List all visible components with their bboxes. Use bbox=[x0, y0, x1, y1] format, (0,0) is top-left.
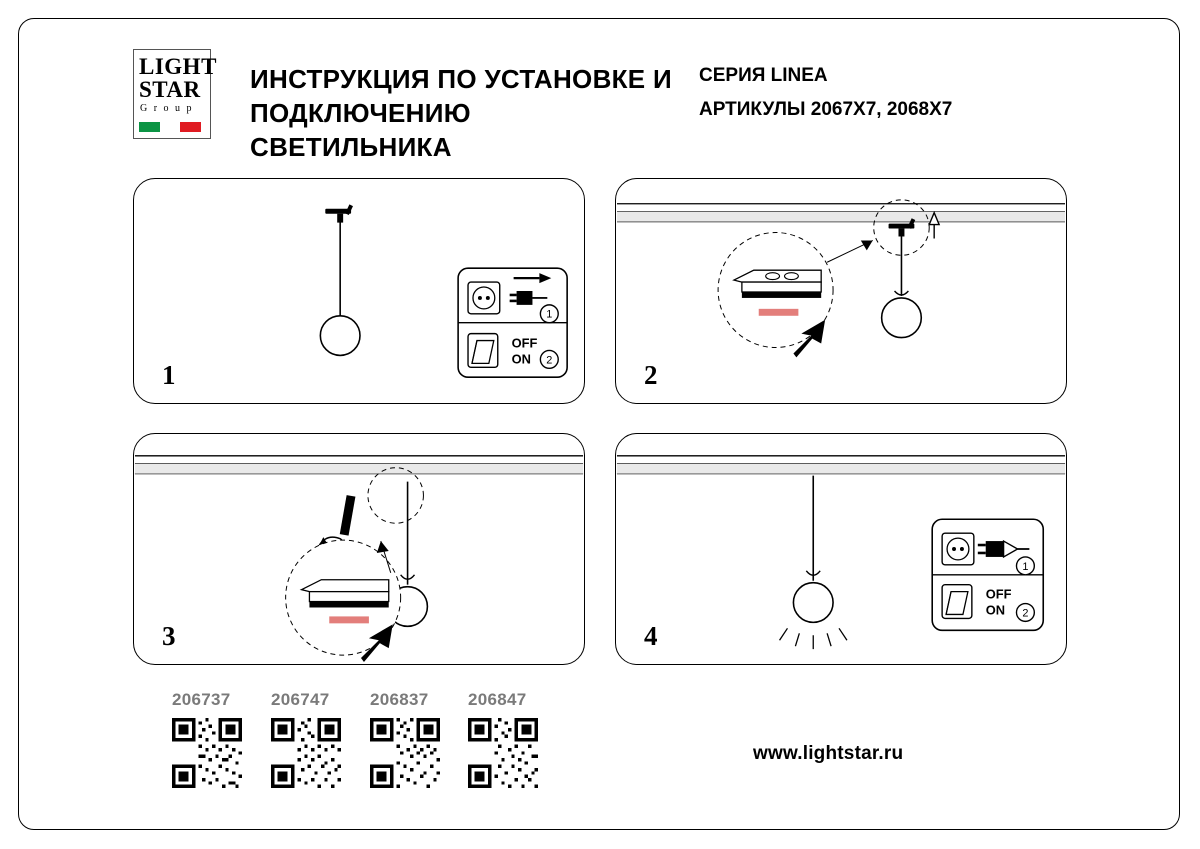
website-url[interactable]: www.lightstar.ru bbox=[753, 743, 904, 764]
product-code-item bbox=[370, 690, 462, 793]
articles-label: АРТИКУЛЫ 2067X7, 2068X7 bbox=[699, 99, 953, 120]
product-code-label: 206837 bbox=[370, 690, 429, 709]
svg-text:2: 2 bbox=[546, 354, 553, 367]
series-label: СЕРИЯ LINEA bbox=[699, 65, 828, 86]
step-1-illustration bbox=[134, 179, 584, 403]
product-code-item bbox=[172, 690, 264, 793]
step-number-3: 3 bbox=[162, 621, 176, 651]
svg-text:ON: ON bbox=[985, 602, 1006, 618]
svg-text:ON: ON bbox=[511, 351, 531, 367]
step-4-illustration bbox=[616, 434, 1066, 664]
brand-logo bbox=[133, 49, 217, 139]
logo-group-text: G r o u p bbox=[140, 103, 194, 114]
step-number-2: 2 bbox=[644, 360, 658, 390]
step-panel-3 bbox=[133, 433, 585, 665]
logo-line-1: LIGHT bbox=[139, 54, 217, 79]
logo-line-2: STAR bbox=[139, 77, 201, 102]
product-code-item bbox=[271, 690, 363, 793]
product-code-label: 206747 bbox=[271, 690, 330, 709]
product-codes bbox=[172, 690, 592, 810]
svg-text:1: 1 bbox=[1022, 560, 1029, 573]
svg-text:OFF: OFF bbox=[985, 586, 1012, 602]
step-panel-2 bbox=[615, 178, 1067, 404]
step-2-illustration bbox=[616, 179, 1066, 403]
step-number-4: 4 bbox=[644, 621, 658, 651]
svg-text:OFF: OFF bbox=[511, 335, 538, 351]
svg-text:2: 2 bbox=[1022, 607, 1029, 620]
italy-flag-icon bbox=[139, 122, 201, 132]
step-number-1: 1 bbox=[162, 360, 176, 390]
qr-code-icon bbox=[370, 718, 440, 788]
qr-code-icon bbox=[271, 718, 341, 788]
page-title: ИНСТРУКЦИЯ ПО УСТАНОВКЕ И ПОДКЛЮЧЕНИЮ СВЕТИЛЬНИКА bbox=[250, 64, 672, 162]
qr-code-icon bbox=[468, 718, 538, 788]
step-panel-4 bbox=[615, 433, 1067, 665]
product-code-label: 206847 bbox=[468, 690, 527, 709]
qr-code-icon bbox=[172, 718, 242, 788]
step-3-illustration bbox=[134, 434, 584, 664]
product-code-item bbox=[468, 690, 560, 793]
step-panel-1 bbox=[133, 178, 585, 404]
product-code-label: 206737 bbox=[172, 690, 231, 709]
svg-text:1: 1 bbox=[546, 308, 553, 321]
